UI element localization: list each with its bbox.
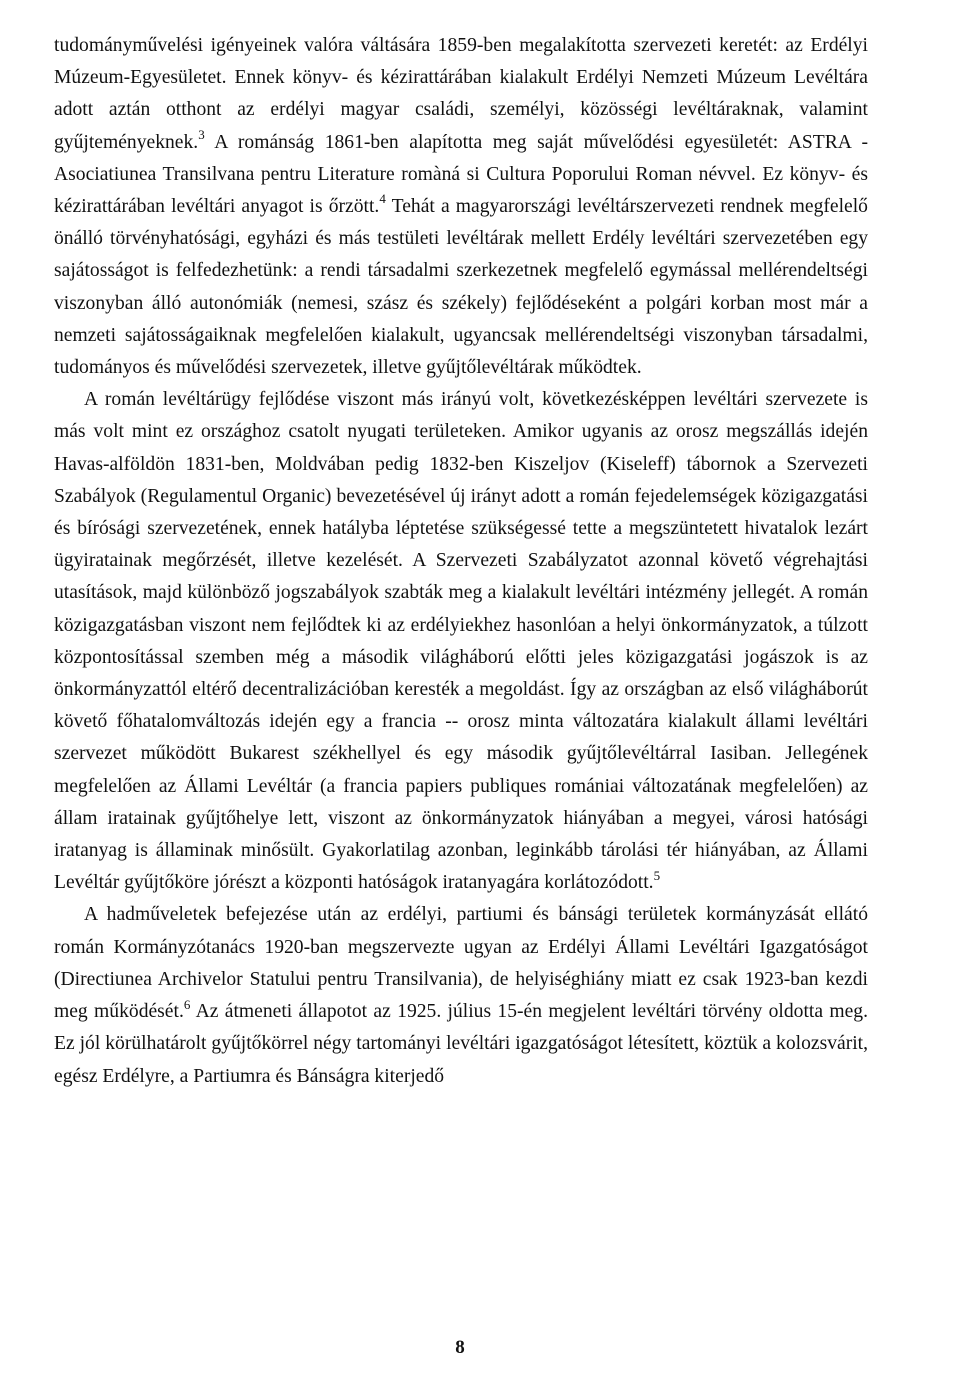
page-number: 8 <box>455 1337 465 1358</box>
footnote-reference: 4 <box>379 191 386 207</box>
footnote-reference: 5 <box>653 867 661 883</box>
text-run: A hadműveletek befejezése után az erdélyi, partiumi és bánsági területek kormányzását ellátó román Kormányzótanács 1920-ban megszervezte ugyan az Erdélyi Állami Levéltári Igazgatóságot (Directiunea Archivelor Statului pentru Transilvania), de helyiséghiány miatt ez csak 1923-ban kezdi meg működését. <box>54 904 868 1023</box>
text-run: Tehát a magyarországi levéltárszervezeti rendnek megfelelő önálló törvényhatósági, egyházi és más testületi levéltárak mellett Erdély levéltári szervezetében egy sajátosságot is felfedezhetünk: a rendi társadalmi szerkezetnek megfelelő egymással mellérendeltségi viszonyban álló autonómiák (nemesi, szász és székely) fejlődéseként a polgári korban most már a nemzeti sajátosságaiknak megfelelően kialakult, ugyancsak mellérendeltségi viszonyban társadalmi, tudományos és művelődési szervezetek, illetve gyűjtőlevéltárak működtek. <box>54 196 868 379</box>
footnote-reference: 6 <box>183 996 191 1012</box>
text-run: A románság 1861-ben alapította meg saját művelődési egyesületét: ASTRA - Asociatiunea Transilvana pentru Literature romàná si Cultura Poporului Roman névvel. Ez könyv- és kézirattárában levéltári anyagot is őrzött. <box>54 131 868 218</box>
body-text <box>54 30 868 1093</box>
paragraph <box>54 30 868 384</box>
text-run: tudományművelési igényeinek valóra váltására 1859-ben megalakította szervezeti keretét: az Erdélyi Múzeum-Egyesületet. Ennek könyv- és kézirattárában kialakult Erdélyi Nemzeti Múzeum Levéltára adott aztán otthont az erdélyi magyar családi, személyi, közösségi levéltáraknak, valamint gyűjteményeknek. <box>54 35 868 153</box>
footnote-reference: 3 <box>198 127 205 143</box>
paragraph <box>54 899 868 1092</box>
paragraph <box>54 384 868 899</box>
text-run: A román levéltárügy fejlődése viszont más irányú volt, következésképpen levéltári szervezete is más volt mint ez országhoz csatolt nyugati területeken. Amikor ugyanis az orosz megszállás idején Havas-alföldön 1831-ben, Moldvában pedig 1832-ben Kiszeljov (Kiseleff) tábornok a Szervezeti Szabályok (Regulamentul Organic) bevezetésével új irányt adott a román fejedelemségek közigazgatási és bírósági szervezetének, ennek hatályba léptetése szükségessé tette a megszüntetett hivatalok lezárt ügyiratainak megőrzését, illetve kezelését. A Szervezeti Szabályzatot azonnal követő végrehajtási utasítások, majd különböző jogszabályok szabták meg a kialakult levéltári intézmény jellegét. A román közigazgatásban viszont nem fejlődtek ki az erdélyiekhez hasonlóan a helyi önkormányzatok, a túlzott központosítással szemben még a második világháború előtti jeles közigazgatási jogászok is az önkormányzattól eltérő decentralizációban keresték a megoldást. Így az országban az első világháborút követő főhatalomváltozás idején egy a francia -- orosz minta változatára kialakult állami levéltári szervezet működött Bukarest székhellyel és egy második gyűjtőlevéltárral Iasiban. Jellegének megfelelően az Állami Levéltár (a francia papiers publiques romániai változatának megfelelően) az állam iratainak gyűjtőhelye lett, viszont az önkormányzatok hiányában a megyei, városi hatósági iratanyag is államinak minősült. Gyakorlatilag azonban, leginkább tárolási tér hiányában, az Állami Levéltár gyűjtőköre jórészt a központi hatóságok iratanyagára korlátozódott. <box>54 389 868 894</box>
text-run: Az átmeneti állapotot az 1925. július 15-én megjelent levéltári törvény oldotta meg. Ez jól körülhatárolt gyűjtőkörrel négy tartományi levéltári igazgatóságot létesített, köztük a kolozsvárit, egész Erdélyre, a Partiumra és Bánságra kiterjedő <box>54 1001 869 1087</box>
